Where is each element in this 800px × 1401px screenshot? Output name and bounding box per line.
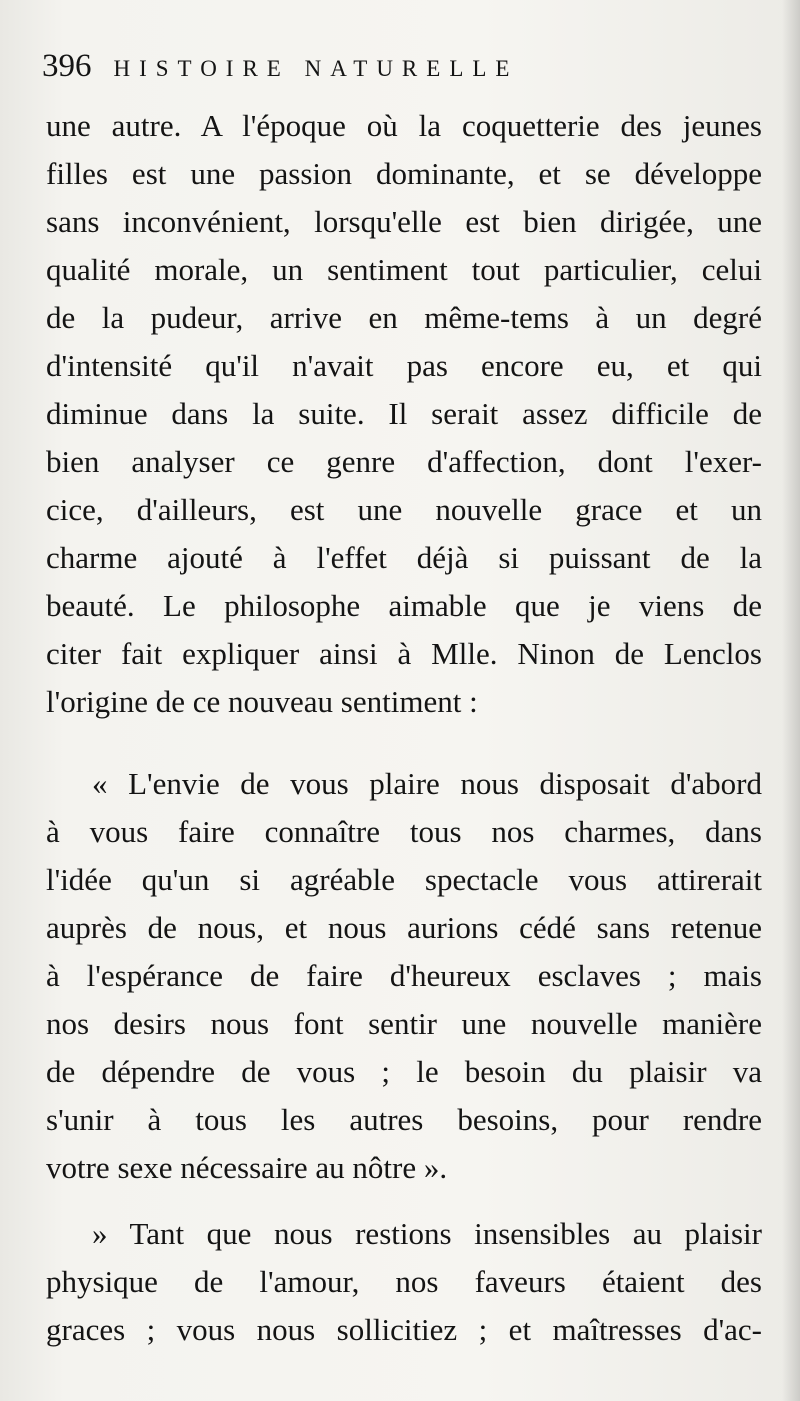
text-line: citer fait expliquer ainsi à Mlle. Ninon de Lenclos xyxy=(46,636,762,671)
text-line: auprès de nous, et nous aurions cédé sans retenue xyxy=(46,910,762,945)
text-line: à l'espérance de faire d'heureux esclaves ; mais xyxy=(46,958,762,993)
text-line: charme ajouté à l'effet déjà si puissant de la xyxy=(46,540,762,575)
text-line: » Tant que nous restions insensibles au plaisir xyxy=(92,1216,762,1251)
text-line: diminue dans la suite. Il serait assez difficile de xyxy=(46,396,762,431)
page-edge-shadow xyxy=(782,0,800,1401)
text-line: qualité morale, un sentiment tout particulier, celui xyxy=(46,252,762,287)
page-header xyxy=(42,48,762,92)
text-line: une autre. A l'époque où la coquetterie des jeunes xyxy=(46,108,762,143)
text-line: à vous faire connaître tous nos charmes, dans xyxy=(46,814,762,849)
text-line: filles est une passion dominante, et se développe xyxy=(46,156,762,191)
text-line: de dépendre de vous ; le besoin du plaisir va xyxy=(46,1054,762,1089)
text-line: « L'envie de vous plaire nous disposait d'abord xyxy=(92,766,762,801)
text-line: physique de l'amour, nos faveurs étaient des xyxy=(46,1264,762,1299)
text-line: cice, d'ailleurs, est une nouvelle grace et un xyxy=(46,492,762,527)
text-line: sans inconvénient, lorsqu'elle est bien dirigée, une xyxy=(46,204,762,239)
text-line: d'intensité qu'il n'avait pas encore eu, et qui xyxy=(46,348,762,383)
text-line: bien analyser ce genre d'affection, dont l'exer- xyxy=(46,444,762,479)
text-line: l'idée qu'un si agréable spectacle vous attirerait xyxy=(46,862,762,897)
text-line: beauté. Le philosophe aimable que je viens de xyxy=(46,588,762,623)
text-line: l'origine de ce nouveau sentiment : xyxy=(46,684,478,719)
page-number: 396 xyxy=(42,48,92,84)
running-head: HISTOIRE NATURELLE xyxy=(113,56,519,81)
text-line: votre sexe nécessaire au nôtre ». xyxy=(46,1150,448,1185)
text-line: nos desirs nous font sentir une nouvelle manière xyxy=(46,1006,762,1041)
text-line: s'unir à tous les autres besoins, pour rendre xyxy=(46,1102,762,1137)
text-line: de la pudeur, arrive en même-tems à un degré xyxy=(46,300,762,335)
text-line: graces ; vous nous sollicitiez ; et maîtresses d'ac- xyxy=(46,1312,762,1347)
